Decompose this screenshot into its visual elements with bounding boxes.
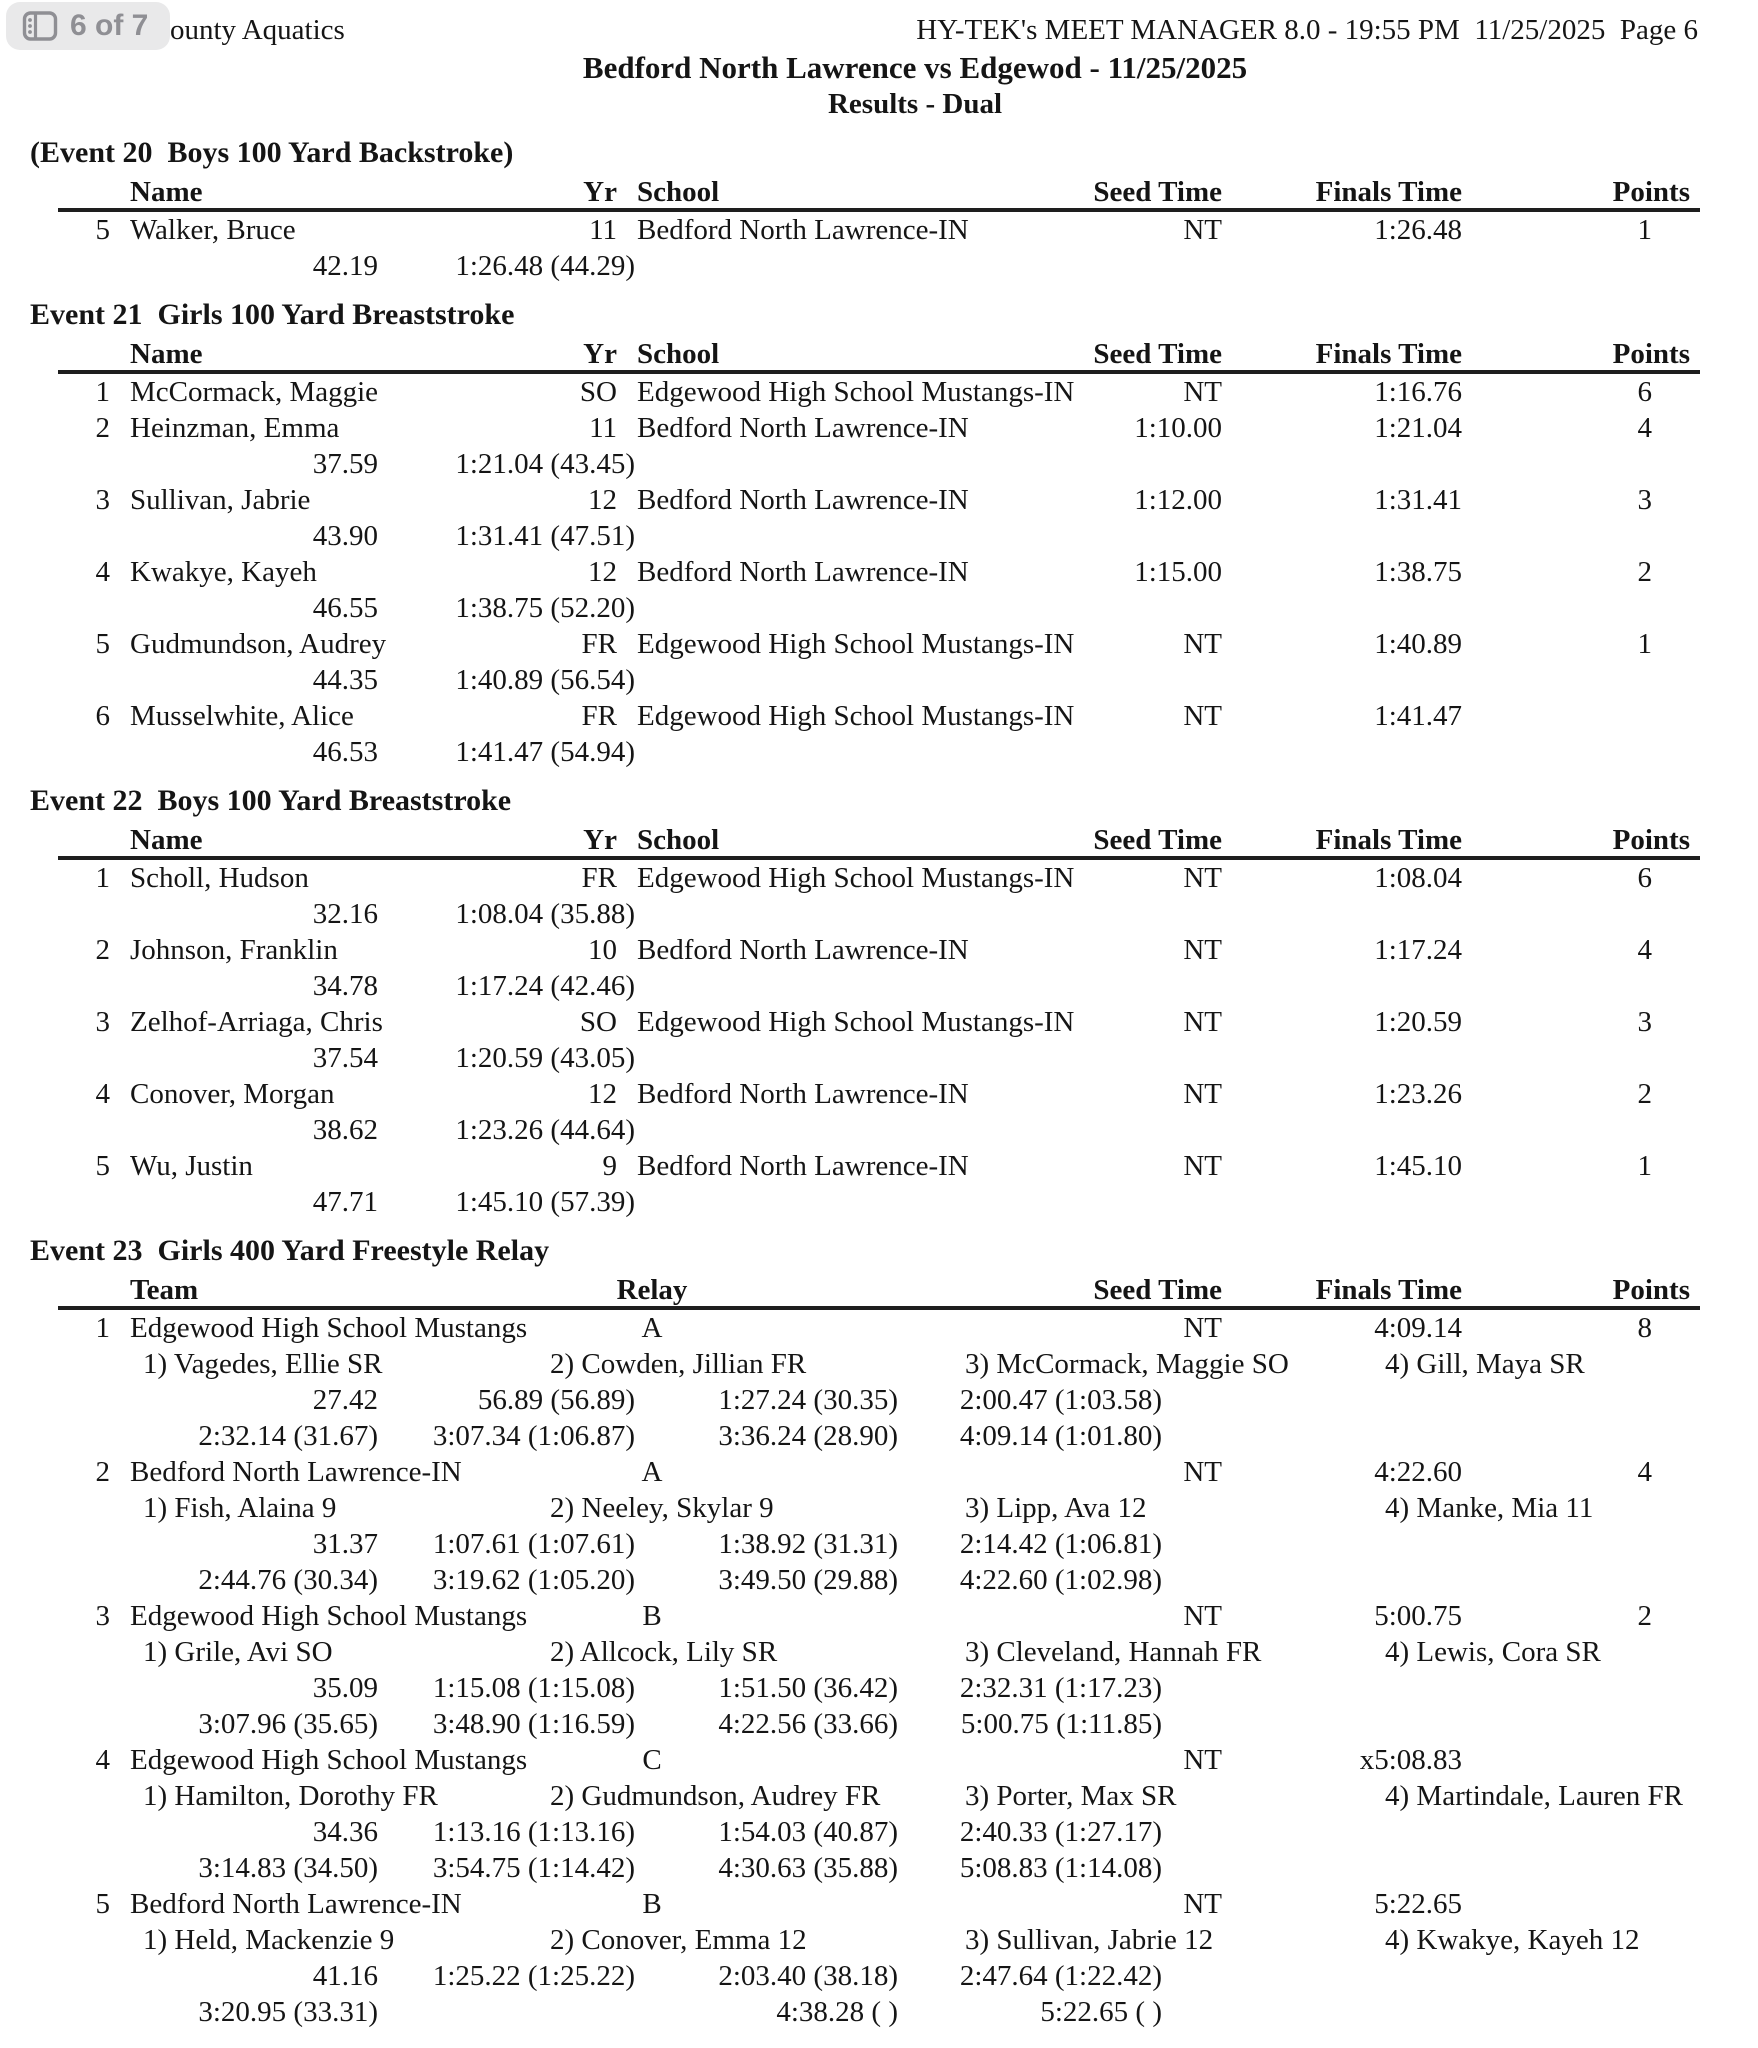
table-header [0,336,1758,374]
split-cell: 43.90 [312,520,378,552]
col-header-points: Points [1612,1274,1690,1306]
splits-row [0,662,1758,698]
meet-title: Bedford North Lawrence vs Edgewod - 11/25/2025 [582,50,1248,85]
col-header-points: Points [1612,176,1690,208]
school-cell: Bedford North Lawrence-IN [637,484,969,516]
split-cell: 2:47.64 (1:22.42) [959,1960,1162,1992]
split-cell: 42.19 [312,250,378,282]
result-row [0,860,1758,896]
result-row [0,1148,1758,1184]
points-cell: 4 [1637,412,1652,444]
seed-time-cell: NT [1183,700,1222,732]
seed-time-cell: NT [1183,1600,1222,1632]
split-cell: 1:08.04 (35.88) [455,898,635,930]
splits-row [0,590,1758,626]
finals-time-cell: 5:22.65 [1374,1888,1462,1920]
result-row [0,374,1758,410]
name-cell: Sullivan, Jabrie [130,484,311,516]
doc-header-right: HY-TEK's MEET MANAGER 8.0 - 19:55 PM 11/25/2025 Page 6 [916,14,1698,46]
split-cell: 56.89 (56.89) [477,1384,635,1416]
swimmer-cell: 3) Lipp, Ava 12 [965,1492,1147,1524]
place-cell: 5 [95,1150,110,1182]
split-cell: 5:00.75 (1:11.85) [960,1708,1162,1740]
split-cell: 3:36.24 (28.90) [718,1420,898,1452]
finals-time-cell: 4:09.14 [1374,1312,1462,1344]
name-cell: Wu, Justin [130,1150,253,1182]
split-cell: 1:17.24 (42.46) [455,970,635,1002]
splits-row [0,446,1758,482]
relay-letter-cell: A [641,1456,663,1488]
team-cell: Edgewood High School Mustangs [130,1312,528,1344]
name-cell: Gudmundson, Audrey [130,628,387,660]
col-header-finals: Finals Time [1315,338,1462,370]
yr-cell: 12 [588,556,617,588]
yr-cell: 11 [589,412,617,444]
finals-time-cell: 1:45.10 [1374,1150,1462,1182]
split-cell: 4:22.56 (33.66) [718,1708,898,1740]
splits-row [0,1112,1758,1148]
swimmer-cell: 1) Hamilton, Dorothy FR [143,1780,438,1812]
split-cell: 1:38.75 (52.20) [455,592,635,624]
school-cell: Bedford North Lawrence-IN [637,934,969,966]
result-row [0,1598,1758,1634]
school-cell: Edgewood High School Mustangs-IN [637,628,1075,660]
col-header-school: School [637,176,720,208]
place-cell: 1 [95,862,110,894]
split-cell: 3:20.95 (33.31) [198,1996,378,2028]
points-cell: 8 [1637,1312,1652,1344]
split-cell: 2:14.42 (1:06.81) [959,1528,1162,1560]
relay-letter-cell: B [642,1888,662,1920]
name-cell: Kwakye, Kayeh [130,556,317,588]
name-cell: Conover, Morgan [130,1078,335,1110]
splits-row [0,896,1758,932]
event-title: Event 21 Girls 100 Yard Breaststroke [30,298,515,331]
doc-header-left: ounty Aquatics [170,14,345,46]
report-type: Results - Dual [827,88,1002,120]
split-cell: 2:44.76 (30.34) [198,1564,378,1596]
splits-row [0,1526,1758,1562]
place-cell: 5 [95,214,110,246]
table-header [0,1272,1758,1310]
school-cell: Edgewood High School Mustangs-IN [637,700,1075,732]
col-header-yr: Yr [583,338,617,370]
split-cell: 4:09.14 (1:01.80) [959,1420,1162,1452]
split-cell: 1:21.04 (43.45) [455,448,635,480]
splits-row [0,1040,1758,1076]
split-cell: 1:27.24 (30.35) [718,1384,898,1416]
split-cell: 3:07.34 (1:06.87) [432,1420,635,1452]
finals-time-cell: 1:23.26 [1374,1078,1462,1110]
school-cell: Edgewood High School Mustangs-IN [637,1006,1075,1038]
result-row [0,932,1758,968]
place-cell: 3 [95,1006,110,1038]
seed-time-cell: NT [1183,214,1222,246]
seed-time-cell: NT [1183,376,1222,408]
team-cell: Edgewood High School Mustangs [130,1600,528,1632]
points-cell: 1 [1637,214,1652,246]
split-cell: 27.42 [312,1384,378,1416]
split-cell: 2:32.31 (1:17.23) [959,1672,1162,1704]
col-header-seed: Seed Time [1093,338,1222,370]
finals-time-cell: 1:20.59 [1374,1006,1462,1038]
splits-row [0,1706,1758,1742]
finals-time-cell: 1:41.47 [1374,700,1462,732]
result-row [0,1454,1758,1490]
place-cell: 2 [95,934,110,966]
swimmer-cell: 2) Neeley, Skylar 9 [550,1492,774,1524]
col-header-seed: Seed Time [1093,824,1222,856]
col-header-finals: Finals Time [1315,1274,1462,1306]
result-row [0,1886,1758,1922]
doc-header [0,10,1758,50]
swimmer-cell: 4) Gill, Maya SR [1385,1348,1585,1380]
finals-time-cell: 1:08.04 [1374,862,1462,894]
splits-row [0,248,1758,284]
event-title: Event 23 Girls 400 Yard Freestyle Relay [30,1234,550,1267]
place-cell: 3 [95,484,110,516]
place-cell: 6 [95,700,110,732]
points-cell: 6 [1637,862,1652,894]
place-cell: 4 [95,1078,110,1110]
team-cell: Edgewood High School Mustangs [130,1744,528,1776]
result-row [0,1742,1758,1778]
relay-swimmers-row [0,1922,1758,1958]
school-cell: Bedford North Lawrence-IN [637,1150,969,1182]
swimmer-cell: 2) Conover, Emma 12 [550,1924,807,1956]
yr-cell: SO [579,376,617,408]
split-cell: 2:00.47 (1:03.58) [959,1384,1162,1416]
place-cell: 4 [95,556,110,588]
splits-row [0,1382,1758,1418]
split-cell: 46.55 [312,592,378,624]
points-cell: 2 [1637,556,1652,588]
seed-time-cell: 1:15.00 [1134,556,1222,588]
swimmer-cell: 1) Held, Mackenzie 9 [143,1924,395,1956]
finals-time-cell: 1:21.04 [1374,412,1462,444]
split-cell: 1:13.16 (1:13.16) [432,1816,635,1848]
place-cell: 5 [95,1888,110,1920]
splits-row [0,734,1758,770]
splits-row [0,1562,1758,1598]
col-header-points: Points [1612,824,1690,856]
seed-time-cell: NT [1183,862,1222,894]
name-cell: Johnson, Franklin [130,934,338,966]
table-header [0,174,1758,212]
pager-pill[interactable] [6,2,170,50]
result-row [0,626,1758,662]
swimmer-cell: 2) Allcock, Lily SR [550,1636,778,1668]
seed-time-cell: NT [1183,1006,1222,1038]
event-section [0,780,1758,1220]
relay-swimmers-row [0,1634,1758,1670]
split-cell: 3:48.90 (1:16.59) [432,1708,635,1740]
split-cell: 2:40.33 (1:27.17) [959,1816,1162,1848]
split-cell: 1:23.26 (44.64) [455,1114,635,1146]
relay-swimmers-row [0,1778,1758,1814]
relay-letter-cell: A [641,1312,663,1344]
points-cell: 4 [1637,934,1652,966]
school-cell: Edgewood High School Mustangs-IN [637,862,1075,894]
seed-time-cell: NT [1183,1888,1222,1920]
split-cell: 35.09 [312,1672,378,1704]
pager-label: 6 of 7 [70,9,149,42]
swimmer-cell: 4) Martindale, Lauren FR [1385,1780,1683,1812]
school-cell: Bedford North Lawrence-IN [637,412,969,444]
split-cell: 1:31.41 (47.51) [455,520,635,552]
split-cell: 44.35 [312,664,378,696]
finals-time-cell: 5:00.75 [1374,1600,1462,1632]
split-cell: 1:20.59 (43.05) [455,1042,635,1074]
swimmer-cell: 3) Cleveland, Hannah FR [965,1636,1262,1668]
yr-cell: FR [581,862,617,894]
place-cell: 1 [95,376,110,408]
swimmer-cell: 3) McCormack, Maggie SO [965,1348,1289,1380]
yr-cell: 12 [588,484,617,516]
col-header-relay: Relay [616,1274,688,1306]
finals-time-cell: 1:40.89 [1374,628,1462,660]
split-cell: 1:07.61 (1:07.61) [432,1528,635,1560]
split-cell: 5:08.83 (1:14.08) [959,1852,1162,1884]
place-cell: 1 [95,1312,110,1344]
split-cell: 47.71 [312,1186,378,1218]
split-cell: 1:45.10 (57.39) [455,1186,635,1218]
swimmer-cell: 1) Fish, Alaina 9 [143,1492,337,1524]
finals-time-cell: 1:16.76 [1374,376,1462,408]
yr-cell: SO [579,1006,617,1038]
split-cell: 38.62 [312,1114,378,1146]
seed-time-cell: NT [1183,1744,1222,1776]
splits-row [0,1418,1758,1454]
split-cell: 1:54.03 (40.87) [718,1816,898,1848]
points-cell: 1 [1637,1150,1652,1182]
name-cell: Heinzman, Emma [130,412,340,444]
seed-time-cell: NT [1183,628,1222,660]
split-cell: 31.37 [312,1528,378,1560]
split-cell: 34.36 [312,1816,378,1848]
col-header-yr: Yr [583,824,617,856]
split-cell: 1:51.50 (36.42) [718,1672,898,1704]
relay-swimmers-row [0,1490,1758,1526]
splits-row [0,518,1758,554]
split-cell: 32.16 [312,898,378,930]
col-header-name: Name [130,338,203,370]
name-cell: Walker, Bruce [130,214,296,246]
split-cell: 1:38.92 (31.31) [718,1528,898,1560]
school-cell: Bedford North Lawrence-IN [637,1078,969,1110]
split-cell: 1:25.22 (1:25.22) [432,1960,635,1992]
split-cell: 2:32.14 (31.67) [198,1420,378,1452]
points-cell: 6 [1637,376,1652,408]
col-header-name: Name [130,824,203,856]
swimmer-cell: 3) Porter, Max SR [965,1780,1177,1812]
relay-swimmers-row [0,1346,1758,1382]
points-cell: 1 [1637,628,1652,660]
name-cell: McCormack, Maggie [130,376,379,408]
event-title: Event 22 Boys 100 Yard Breaststroke [30,784,512,817]
points-cell: 2 [1637,1078,1652,1110]
place-cell: 2 [95,1456,110,1488]
school-cell: Bedford North Lawrence-IN [637,556,969,588]
finals-time-cell: 1:38.75 [1374,556,1462,588]
seed-time-cell: NT [1183,1078,1222,1110]
result-row [0,212,1758,248]
event-title: (Event 20 Boys 100 Yard Backstroke) [30,136,514,169]
name-cell: Musselwhite, Alice [130,700,354,732]
swimmer-cell: 4) Lewis, Cora SR [1385,1636,1601,1668]
swimmer-cell: 1) Vagedes, Ellie SR [143,1348,383,1380]
place-cell: 5 [95,628,110,660]
split-cell: 2:03.40 (38.18) [718,1960,898,1992]
yr-cell: FR [581,628,617,660]
result-row [0,698,1758,734]
split-cell: 3:19.62 (1:05.20) [432,1564,635,1596]
swimmer-cell: 1) Grile, Avi SO [143,1636,333,1668]
yr-cell: 12 [588,1078,617,1110]
thumbnails-sidebar-icon [22,10,58,42]
event-section [0,1230,1758,2030]
split-cell: 1:41.47 (54.94) [455,736,635,768]
event-section [0,294,1758,770]
relay-letter-cell: C [642,1744,662,1776]
split-cell: 4:22.60 (1:02.98) [959,1564,1162,1596]
split-cell: 1:15.08 (1:15.08) [432,1672,635,1704]
seed-time-cell: NT [1183,1150,1222,1182]
swimmer-cell: 2) Cowden, Jillian FR [550,1348,807,1380]
splits-row [0,1958,1758,1994]
split-cell: 1:26.48 (44.29) [455,250,635,282]
swimmer-cell: 3) Sullivan, Jabrie 12 [965,1924,1214,1956]
finals-time-cell: 1:17.24 [1374,934,1462,966]
col-header-seed: Seed Time [1093,1274,1222,1306]
points-cell: 3 [1637,484,1652,516]
splits-row [0,1184,1758,1220]
col-header-finals: Finals Time [1315,824,1462,856]
col-header-school: School [637,824,720,856]
yr-cell: 9 [602,1150,617,1182]
split-cell: 3:07.96 (35.65) [198,1708,378,1740]
name-cell: Scholl, Hudson [130,862,309,894]
swimmer-cell: 2) Gudmundson, Audrey FR [550,1780,881,1812]
split-cell: 3:54.75 (1:14.42) [432,1852,635,1884]
seed-time-cell: NT [1183,1456,1222,1488]
seed-time-cell: NT [1183,934,1222,966]
event-section [0,132,1758,284]
split-cell: 4:38.28 ( ) [776,1996,898,2028]
col-header-yr: Yr [583,176,617,208]
col-header-seed: Seed Time [1093,176,1222,208]
name-cell: Zelhof-Arriaga, Chris [130,1006,383,1038]
points-cell: 3 [1637,1006,1652,1038]
splits-row [0,968,1758,1004]
col-header-points: Points [1612,338,1690,370]
split-cell: 41.16 [312,1960,378,1992]
splits-row [0,1994,1758,2030]
team-cell: Bedford North Lawrence-IN [130,1888,462,1920]
result-row [0,554,1758,590]
result-row [0,410,1758,446]
seed-time-cell: NT [1183,1312,1222,1344]
place-cell: 4 [95,1744,110,1776]
finals-time-cell: 4:22.60 [1374,1456,1462,1488]
split-cell: 37.59 [312,448,378,480]
seed-time-cell: 1:12.00 [1134,484,1222,516]
place-cell: 3 [95,1600,110,1632]
school-cell: Bedford North Lawrence-IN [637,214,969,246]
finals-time-cell: 1:26.48 [1374,214,1462,246]
split-cell: 3:14.83 (34.50) [198,1852,378,1884]
splits-row [0,1814,1758,1850]
split-cell: 34.78 [312,970,378,1002]
yr-cell: FR [581,700,617,732]
col-header-school: School [637,338,720,370]
split-cell: 1:40.89 (56.54) [455,664,635,696]
splits-row [0,1850,1758,1886]
col-header-team: Team [130,1274,199,1306]
results-body [0,132,1758,2030]
relay-letter-cell: B [642,1600,662,1632]
split-cell: 5:22.65 ( ) [1040,1996,1162,2028]
col-header-finals: Finals Time [1315,176,1462,208]
swimmer-cell: 4) Manke, Mia 11 [1385,1492,1594,1524]
team-cell: Bedford North Lawrence-IN [130,1456,462,1488]
split-cell: 4:30.63 (35.88) [718,1852,898,1884]
result-row [0,1310,1758,1346]
finals-time-cell: 1:31.41 [1374,484,1462,516]
school-cell: Edgewood High School Mustangs-IN [637,376,1075,408]
split-cell: 37.54 [312,1042,378,1074]
points-cell: 2 [1637,1600,1652,1632]
yr-cell: 11 [589,214,617,246]
col-header-name: Name [130,176,203,208]
finals-time-cell: x5:08.83 [1359,1744,1462,1776]
table-header [0,822,1758,860]
points-cell: 4 [1637,1456,1652,1488]
swimmer-cell: 4) Kwakye, Kayeh 12 [1385,1924,1640,1956]
splits-row [0,1670,1758,1706]
place-cell: 2 [95,412,110,444]
seed-time-cell: 1:10.00 [1134,412,1222,444]
split-cell: 3:49.50 (29.88) [718,1564,898,1596]
yr-cell: 10 [588,934,617,966]
split-cell: 46.53 [312,736,378,768]
result-row [0,1076,1758,1112]
result-row [0,1004,1758,1040]
result-row [0,482,1758,518]
